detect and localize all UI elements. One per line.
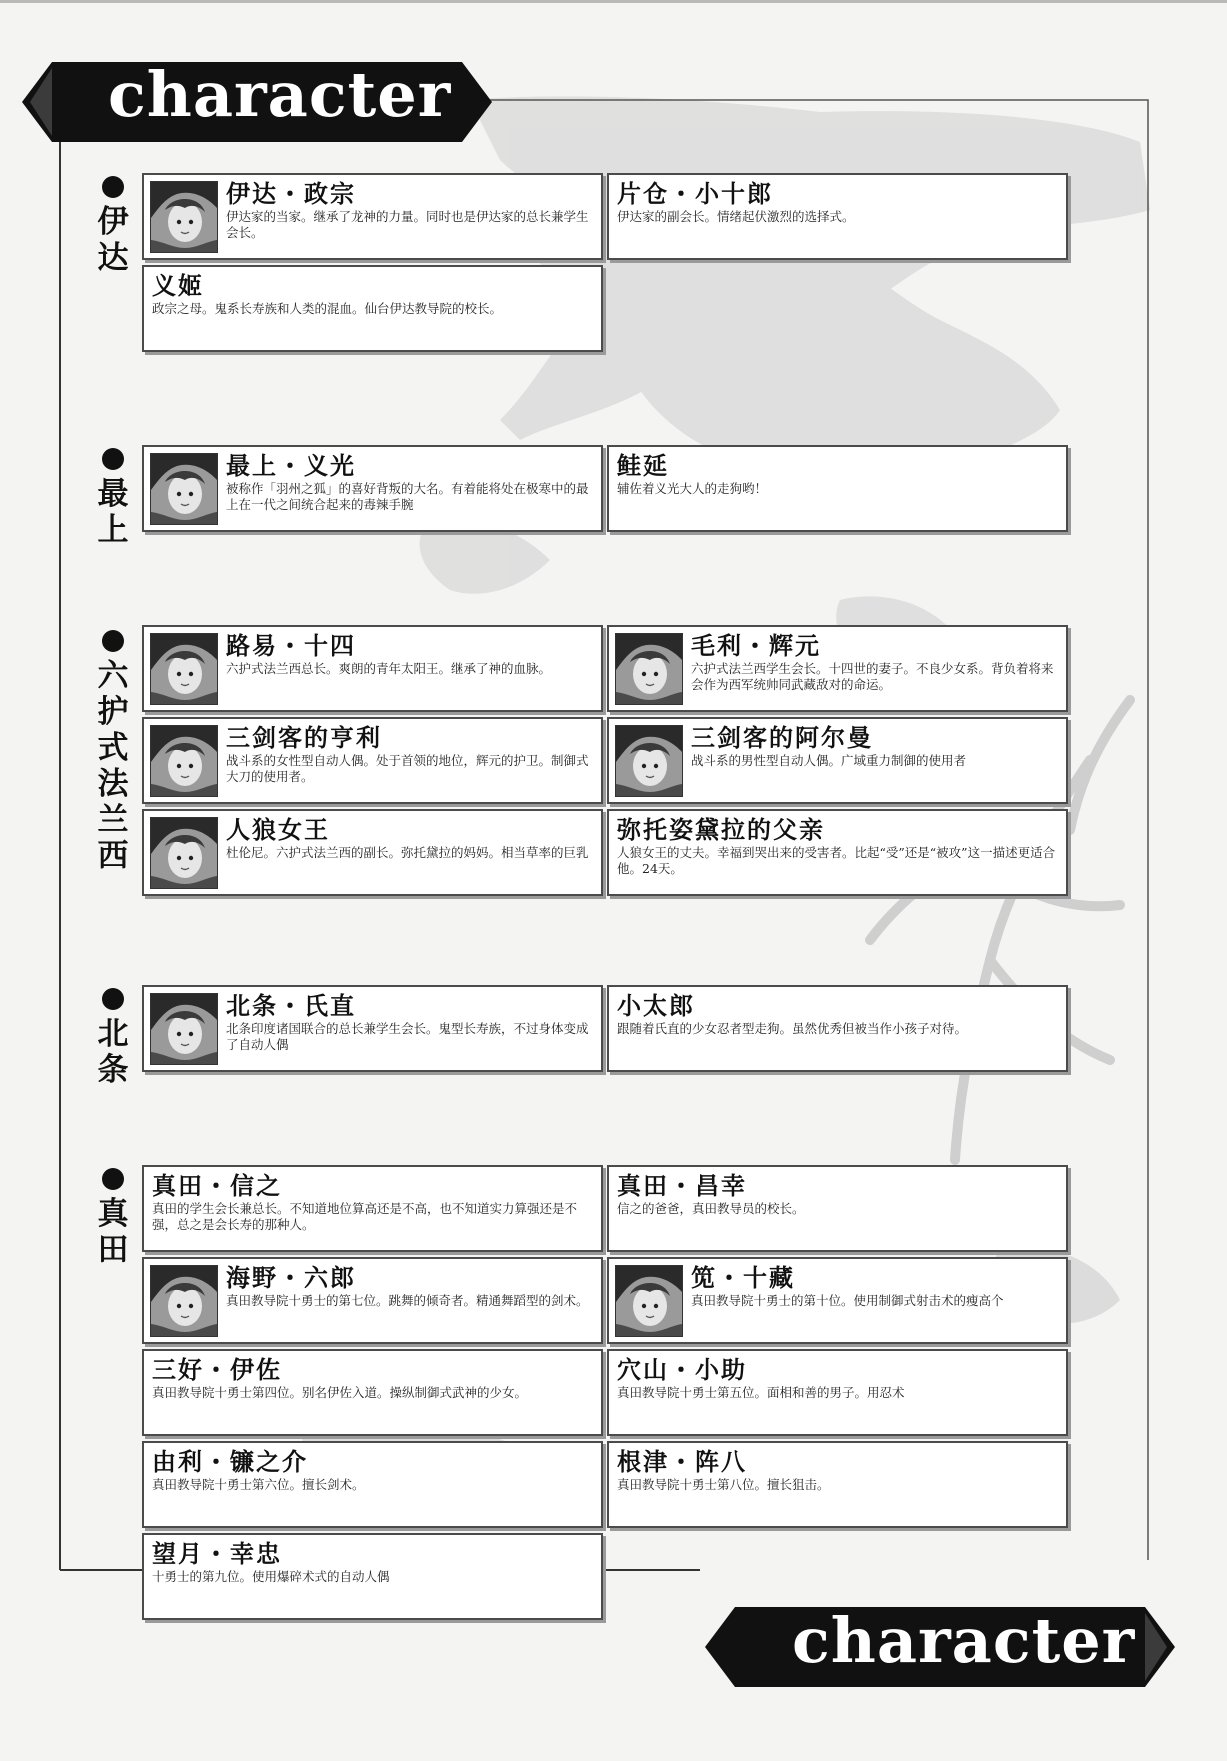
bullet-dot bbox=[102, 448, 124, 470]
character-name: 小太郎 bbox=[617, 992, 695, 1020]
character-portrait-image bbox=[150, 633, 218, 705]
character-name: 三剑客的阿尔曼 bbox=[691, 724, 873, 752]
character-name: 人狼女王 bbox=[226, 816, 330, 844]
character-description: 北条印度诸国联合的总长兼学生会长。鬼型长寿族，不过身体变成了自动人偶 bbox=[226, 1021, 589, 1052]
character-description: 真田教导院十勇士第四位。别名伊佐入道。操纵制御式武神的少女。 bbox=[152, 1385, 528, 1400]
character-description: 真田教导院十勇士第五位。面相和善的男子。用忍术 bbox=[617, 1385, 905, 1400]
character-description: 跟随着氏直的少女忍者型走狗。虽然优秀但被当作小孩子对待。 bbox=[617, 1021, 968, 1036]
character-card bbox=[142, 1441, 603, 1528]
character-description: 被称作「羽州之狐」的喜好背叛的大名。有着能将处在极寒中的最上在一代之间统合起来的毒辣手腕 bbox=[226, 481, 589, 512]
character-description: 真田教导院十勇士的第十位。使用制御式射击术的瘦高个 bbox=[691, 1293, 1004, 1308]
character-card bbox=[142, 1349, 603, 1436]
character-name: 伊达・政宗 bbox=[226, 180, 356, 208]
character-description: 战斗系的男性型自动人偶。广域重力制御的使用者 bbox=[691, 753, 967, 768]
character-name: 三好・伊佐 bbox=[152, 1356, 282, 1384]
character-name: 北条・氏直 bbox=[226, 992, 356, 1020]
character-name: 笕・十藏 bbox=[691, 1264, 795, 1292]
character-name: 义姬 bbox=[152, 272, 204, 300]
character-name: 毛利・辉元 bbox=[691, 632, 821, 660]
character-description: 真田教导院十勇士第六位。擅长剑术。 bbox=[152, 1477, 365, 1492]
character-name: 穴山・小助 bbox=[617, 1356, 747, 1384]
character-description: 信之的爸爸，真田教导员的校长。 bbox=[617, 1201, 805, 1216]
group-label-sanada: 真田 bbox=[93, 1168, 133, 1268]
character-name: 路易・十四 bbox=[226, 632, 356, 660]
character-card bbox=[607, 445, 1068, 532]
character-card bbox=[142, 809, 603, 896]
bullet-dot bbox=[102, 630, 124, 652]
character-card bbox=[142, 985, 603, 1072]
bullet-dot bbox=[102, 988, 124, 1010]
character-portrait-image bbox=[150, 453, 218, 525]
character-card bbox=[607, 809, 1068, 896]
character-card bbox=[142, 1165, 603, 1252]
character-name: 根津・阵八 bbox=[617, 1448, 747, 1476]
character-card bbox=[142, 1533, 603, 1620]
character-name: 鲑延 bbox=[617, 452, 669, 480]
character-portrait-image bbox=[615, 725, 683, 797]
character-card bbox=[607, 173, 1068, 260]
character-card bbox=[607, 625, 1068, 712]
character-name: 望月・幸忠 bbox=[152, 1540, 282, 1568]
group-label-date: 伊达 bbox=[93, 176, 133, 276]
character-card bbox=[607, 985, 1068, 1072]
character-card bbox=[607, 1349, 1068, 1436]
character-card bbox=[607, 1165, 1068, 1252]
bullet-dot bbox=[102, 176, 124, 198]
banner-top-title: character bbox=[108, 58, 452, 131]
group-label-hojo: 北条 bbox=[93, 988, 133, 1088]
character-name: 片仓・小十郎 bbox=[617, 180, 773, 208]
character-portrait-image bbox=[150, 993, 218, 1065]
character-description: 六护式法兰西总长。爽朗的青年太阳王。继承了神的血脉。 bbox=[226, 661, 552, 676]
character-card bbox=[607, 1441, 1068, 1528]
character-description: 人狼女王的丈夫。幸福到哭出来的受害者。比起“受”还是“被攻”这一描述更适合他。24天。 bbox=[617, 845, 1056, 876]
character-portrait-image bbox=[615, 1265, 683, 1337]
character-description: 六护式法兰西学生会长。十四世的妻子。不良少女系。背负着将来会作为西军统帅同武藏敌对的命运。 bbox=[691, 661, 1054, 692]
character-description: 伊达家的副会长。情绪起伏激烈的选择式。 bbox=[617, 209, 855, 224]
character-name: 由利・镰之介 bbox=[152, 1448, 308, 1476]
character-name: 真田・昌幸 bbox=[617, 1172, 747, 1200]
group-label-mogami: 最上 bbox=[93, 448, 133, 548]
character-description: 十勇士的第九位。使用爆碎术式的自动人偶 bbox=[152, 1569, 390, 1584]
character-description: 真田教导院十勇士第八位。擅长狙击。 bbox=[617, 1477, 830, 1492]
character-name: 最上・义光 bbox=[226, 452, 356, 480]
character-name: 三剑客的亨利 bbox=[226, 724, 382, 752]
character-description: 真田教导院十勇士的第七位。跳舞的倾奇者。精通舞蹈型的剑术。 bbox=[226, 1293, 589, 1308]
character-description: 战斗系的女性型自动人偶。处于首领的地位，辉元的护卫。制御式大刀的使用者。 bbox=[226, 753, 589, 784]
character-card bbox=[142, 173, 603, 260]
character-portrait-image bbox=[150, 817, 218, 889]
character-card bbox=[142, 445, 603, 532]
character-card bbox=[142, 717, 603, 804]
character-portrait-image bbox=[615, 633, 683, 705]
character-card bbox=[142, 1257, 603, 1344]
character-card bbox=[142, 265, 603, 352]
character-portrait-image bbox=[150, 725, 218, 797]
character-description: 辅佐着义光大人的走狗哟！ bbox=[617, 481, 768, 496]
character-description: 政宗之母。鬼系长寿族和人类的混血。仙台伊达教导院的校长。 bbox=[152, 301, 503, 316]
character-description: 伊达家的当家。继承了龙神的力量。同时也是伊达家的总长兼学生会长。 bbox=[226, 209, 589, 240]
character-name: 真田・信之 bbox=[152, 1172, 282, 1200]
character-name: 海野・六郎 bbox=[226, 1264, 356, 1292]
character-description: 真田的学生会长兼总长。不知道地位算高还是不高，也不知道实力算强还是不强，总之是会长寿的那种人。 bbox=[152, 1201, 578, 1232]
character-description: 杜伦尼。六护式法兰西的副长。弥托黛拉的妈妈。相当草率的巨乳 bbox=[226, 845, 589, 860]
character-card bbox=[607, 717, 1068, 804]
character-card bbox=[607, 1257, 1068, 1344]
banner-bottom-title: character bbox=[792, 1604, 1136, 1677]
character-card bbox=[142, 625, 603, 712]
character-name: 弥托姿黛拉的父亲 bbox=[617, 816, 825, 844]
character-portrait-image bbox=[150, 1265, 218, 1337]
bullet-dot bbox=[102, 1168, 124, 1190]
character-portrait-image bbox=[150, 181, 218, 253]
group-label-france: 六护式法兰西 bbox=[93, 630, 133, 874]
